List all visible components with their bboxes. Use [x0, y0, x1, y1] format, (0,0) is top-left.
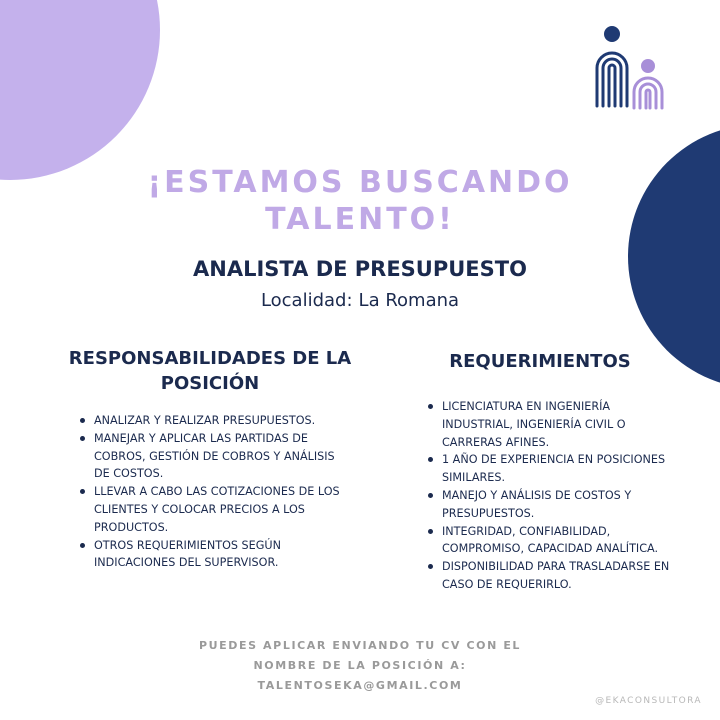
headline-line-2: TALENTO! [265, 202, 455, 237]
headline [60, 164, 660, 238]
list-item: LLEVAR A CABO LAS COTIZACIONES DE LOS CLIENTES Y COLOCAR PRECIOS A LOS PRODUCTOS. [78, 483, 346, 536]
fingerprint-people-logo-icon [594, 24, 670, 112]
list-item: 1 AÑO DE EXPERIENCIA EN POSICIONES SIMILARES. [426, 451, 670, 487]
apply-line-1: PUEDES APLICAR ENVIANDO TU CV CON EL [198, 639, 522, 652]
social-handle: @EKACONSULTORA [595, 696, 702, 706]
location-label: Localidad: [260, 290, 353, 311]
list-item: MANEJO Y ANÁLISIS DE COSTOS Y PRESUPUESTOS. [426, 487, 670, 523]
requirements-list [426, 398, 670, 594]
responsibilities-heading-line-2: POSICIÓN [160, 373, 260, 394]
responsibilities-list [78, 412, 346, 572]
responsibilities-heading [30, 346, 390, 396]
apply-email: TALENTOSEKA@GMAIL.COM [257, 679, 463, 692]
requirements-heading: REQUERIMIENTOS [449, 351, 631, 372]
list-item: LICENCIATURA EN INGENIERÍA INDUSTRIAL, INGENIERÍA CIVIL O CARRERAS AFINES. [426, 398, 670, 451]
job-location [60, 290, 660, 311]
list-item: ANALIZAR Y REALIZAR PRESUPUESTOS. [78, 412, 346, 430]
list-item: INTEGRIDAD, CONFIABILIDAD, COMPROMISO, CAPACIDAD ANALÍTICA. [426, 523, 670, 559]
responsibilities-heading-line-1: RESPONSABILIDADES DE LA [68, 348, 352, 369]
job-title: ANALISTA DE PRESUPUESTO [193, 257, 527, 281]
list-item: DISPONIBILIDAD PARA TRASLADARSE EN CASO DE REQUERIRLO. [426, 558, 670, 594]
apply-line-2: NOMBRE DE LA POSICIÓN A: [253, 659, 467, 672]
list-item: MANEJAR Y APLICAR LAS PARTIDAS DE COBROS, GESTIÓN DE COBROS Y ANÁLISIS DE COSTOS. [78, 430, 346, 483]
location-value: La Romana [358, 290, 460, 311]
apply-instructions [160, 636, 560, 696]
list-item: OTROS REQUERIMIENTOS SEGÚN INDICACIONES DEL SUPERVISOR. [78, 537, 346, 573]
decorative-lavender-circle [0, 0, 160, 180]
headline-line-1: ¡ESTAMOS BUSCANDO [147, 165, 573, 200]
